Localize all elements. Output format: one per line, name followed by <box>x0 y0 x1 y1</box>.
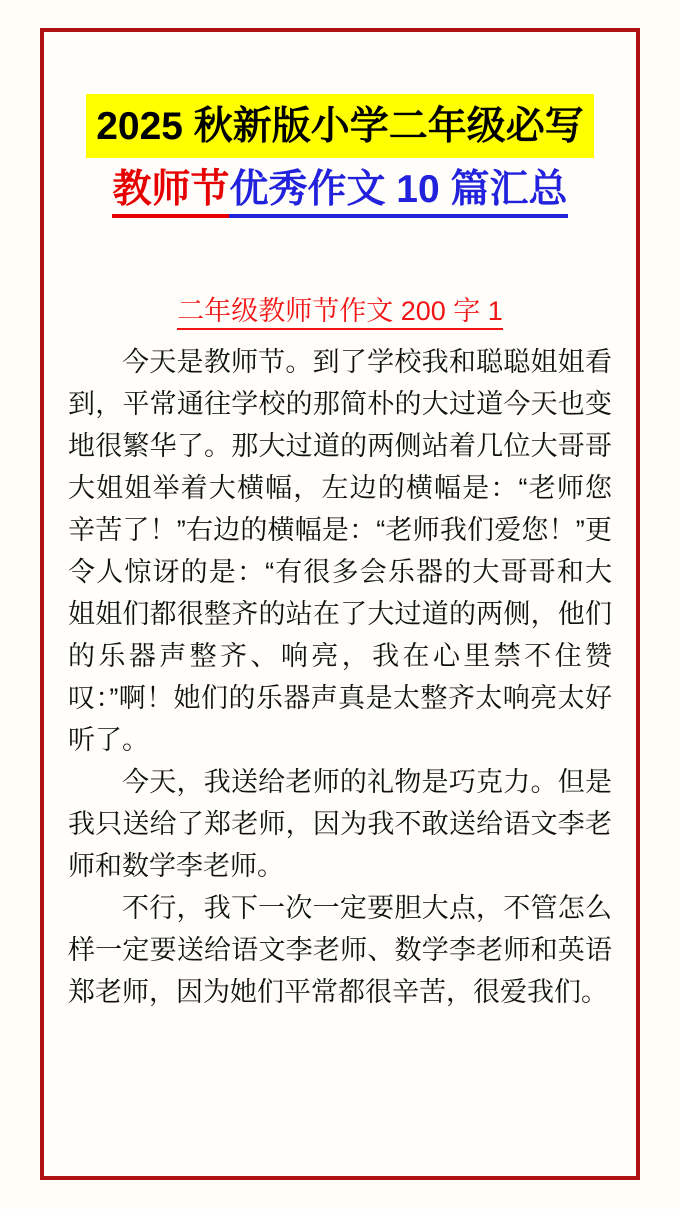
red-border-frame <box>40 28 640 1180</box>
essay-heading-text: 二年级教师节作文 200 字 1 <box>177 296 503 330</box>
highlighted-title-text: 2025 秋新版小学二年级必写 <box>86 94 594 158</box>
title-segment-blue: 优秀作文 10 篇汇总 <box>229 168 567 218</box>
title-banner <box>44 94 636 214</box>
title-line-1 <box>44 94 636 158</box>
title-segment-red: 教师节 <box>112 168 229 218</box>
essay-paragraph: 今天是教师节。到了学校我和聪聪姐姐看到，平常通往学校的那简朴的大过道今天也变地很繁华了。那大过道的两侧站着几位大哥哥大姐姐举着大横幅，左边的横幅是：“老师您辛苦了！”右边的横幅是：“老师我们爱您！”更令人惊讶的是：“有很多会乐器的大哥哥和大姐姐们都很整齐的站在了大过道的两侧，他们的乐器声整齐、响亮，我在心里禁不住赞叹：”啊！她们的乐器声真是太整齐太响亮太好听了。 <box>68 346 612 755</box>
essay-heading <box>44 294 636 329</box>
essay-paragraph: 不行，我下一次一定要胆大点，不管怎么样一定要送给语文李老师、数学李老师和英语郑老师，因为她们平常都很辛苦，很爱我们。 <box>68 892 612 1007</box>
title-line-2 <box>44 167 636 214</box>
essay-body <box>44 341 636 1013</box>
essay-paragraph: 今天，我送给老师的礼物是巧克力。但是我只送给了郑老师，因为我不敢送给语文李老师和数学李老师。 <box>68 766 612 881</box>
